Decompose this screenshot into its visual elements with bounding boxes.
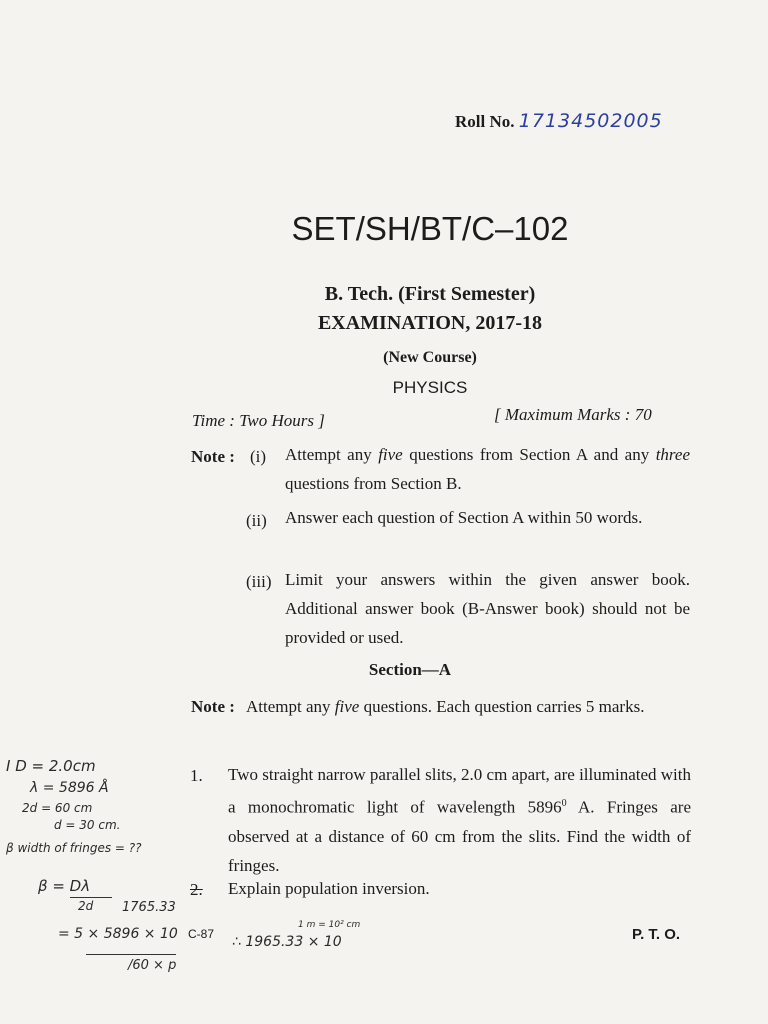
handwriting-line-6: β = Dλ — [38, 877, 91, 895]
degree-title: B. Tech. (First Semester) — [324, 283, 536, 305]
handwriting-line-8: = 5 × 5896 × 10 — [58, 926, 178, 942]
question-1-num: 1. — [190, 766, 203, 785]
time-label: Time : Two Hours ] — [192, 411, 325, 430]
max-marks-label: [ Maximum Marks : 70 — [494, 405, 652, 424]
section-a-note: Attempt any five questions. Each question carries 5 marks. — [246, 697, 645, 716]
paper-code: SET/SH/BT/C–102 — [291, 210, 569, 247]
note-item-1: Attempt any five questions from Section A and any three questions from Section B. — [285, 445, 690, 493]
handwriting-fraction-bar — [70, 897, 112, 898]
note-item-2-num: (ii) — [246, 511, 267, 530]
note-item-3-num: (iii) — [246, 572, 272, 591]
roll-number-row — [455, 110, 663, 132]
note-item-3: Limit your answers within the given answer book. Additional answer book (B-Answer book) should not be provided or used. — [285, 570, 690, 647]
handwriting-line-6b: 2d — [78, 899, 94, 913]
note-label: Note : — [191, 447, 235, 466]
question-1: Two straight narrow parallel slits, 2.0 cm apart, are illuminated with a monochromatic light of wavelength 5896$^0$ A. Fringes are observed at a distance of 60 cm from the slits. Find the width of fringes. — [228, 765, 691, 875]
handwriting-line-7: 1765.33 — [122, 900, 176, 915]
handwriting-line-1: Ⅰ D = 2.0cm — [6, 757, 96, 775]
question-2-num: 2. — [190, 880, 203, 899]
handwriting-underline — [86, 954, 176, 955]
roll-label: Roll No. — [455, 112, 515, 131]
question-2: Explain population inversion. — [228, 879, 430, 898]
section-a-note-label: Note : — [191, 697, 235, 716]
pto-label: P. T. O. — [632, 926, 681, 943]
handwriting-line-5: β width of fringes = ?? — [6, 841, 142, 855]
handwriting-line-11: 1 m = 10² cm — [298, 920, 361, 930]
subject-title: PHYSICS — [392, 378, 468, 397]
handwriting-line-10: ∴ 1965.33 × 10 — [232, 934, 342, 950]
course-label: (New Course) — [383, 349, 477, 366]
handwriting-line-3: 2d = 60 cm — [22, 801, 93, 815]
footer-code: C-87 — [188, 927, 215, 941]
note-item-2: Answer each question of Section A within 50 words. — [285, 508, 643, 527]
exam-title: EXAMINATION, 2017-18 — [317, 312, 543, 334]
handwriting-line-9: /60 × p — [128, 958, 177, 973]
handwriting-line-2: λ = 5896 Å — [30, 780, 109, 796]
handwriting-line-4: d = 30 cm. — [54, 818, 121, 832]
roll-number-handwritten: 17134502005 — [518, 110, 663, 132]
note-item-1-num: (i) — [250, 447, 267, 466]
section-a-title: Section—A — [368, 660, 452, 679]
